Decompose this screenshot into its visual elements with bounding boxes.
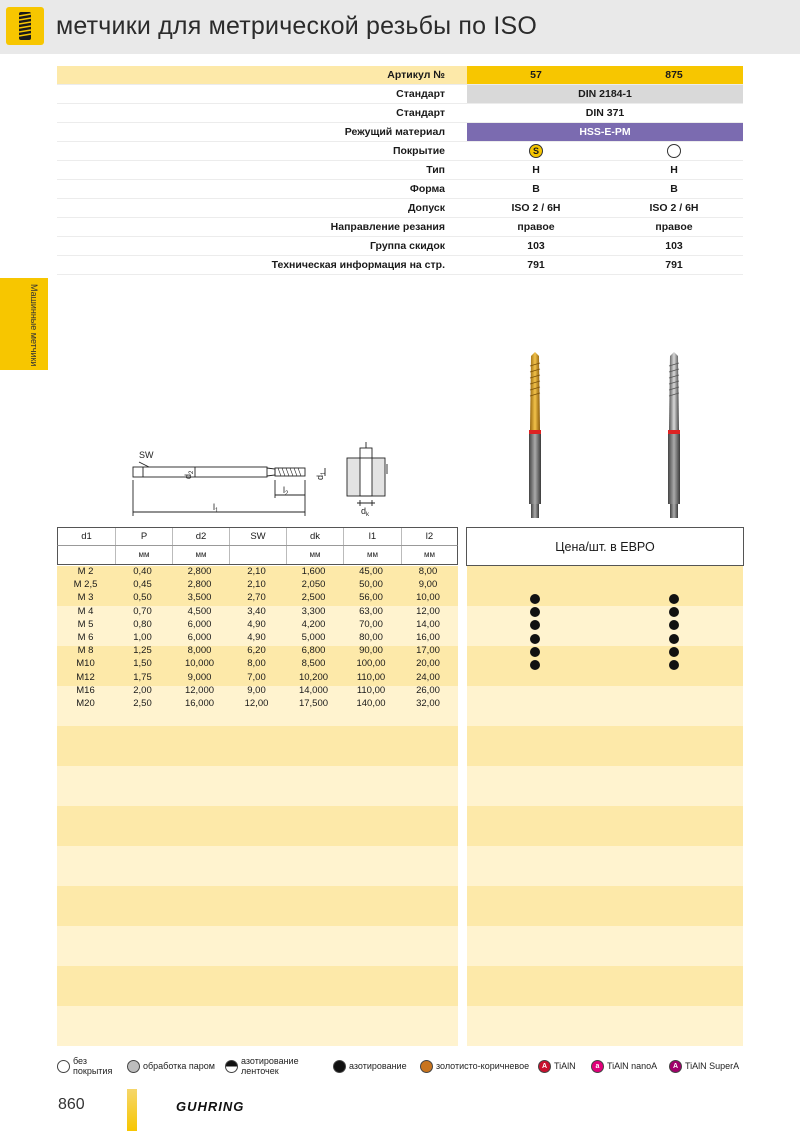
table-row	[57, 565, 458, 578]
coating-none-icon	[667, 144, 681, 158]
table-cell: 6,20	[247, 645, 266, 657]
label-d2: $d_2$	[183, 470, 195, 479]
standard2-value: DIN 371	[585, 107, 625, 119]
tialn-icon: A	[538, 1060, 551, 1073]
price-band	[467, 566, 743, 606]
table-cell: M 2,5	[73, 579, 98, 591]
table-cell: 1,75	[133, 671, 152, 683]
table-cell: M20	[76, 697, 95, 709]
table-cell: 8,000	[187, 645, 212, 657]
steam-treatment-icon	[127, 1060, 140, 1073]
band	[57, 1006, 458, 1046]
table-cell: 8,500	[301, 658, 326, 670]
table-cell: 2,70	[247, 592, 266, 604]
table-cell: 24,00	[416, 671, 440, 683]
tolerance-row	[57, 199, 743, 218]
table-cell: 56,00	[359, 592, 383, 604]
article-57: 57	[467, 66, 605, 84]
label-l1: $l_1$	[213, 502, 219, 514]
table-cell: 5,000	[301, 631, 326, 643]
side-tab-label: Машинные метчики	[29, 284, 39, 367]
band	[57, 766, 458, 806]
price-header: Цена/шт. в ЕВРО	[466, 527, 744, 566]
price-band	[467, 606, 743, 646]
label-dk: $d_k$	[361, 506, 370, 518]
table-row	[57, 697, 458, 710]
page-header	[0, 0, 800, 54]
band	[57, 726, 458, 766]
table-cell: M 3	[77, 592, 94, 604]
table-cell: 0,80	[133, 618, 152, 630]
footer-accent-bar	[127, 1089, 137, 1131]
table-cell: 2,800	[187, 579, 212, 591]
form-row	[57, 180, 743, 199]
tolerance-57: ISO 2 / 6H	[511, 202, 561, 214]
table-cell: 4,90	[247, 631, 266, 643]
table-cell: 110,00	[356, 671, 386, 683]
table-cell: 17,00	[416, 645, 440, 657]
table-cell: M10	[76, 658, 95, 670]
table-row	[57, 578, 458, 591]
table-cell: 0,45	[133, 579, 152, 591]
discount-57: 103	[527, 240, 545, 252]
table-cell: 14,000	[298, 684, 329, 696]
table-body	[57, 565, 458, 710]
table-cell: 50,00	[359, 579, 383, 591]
col-header-d1: d1	[81, 531, 92, 542]
table-cell: 110,00	[356, 684, 386, 696]
table-cell: 32,00	[416, 697, 440, 709]
col-header-l1: l1	[343, 528, 401, 545]
table-cell: 63,00	[359, 605, 383, 617]
price-band	[467, 806, 743, 846]
table-cell: 16,00	[416, 631, 440, 643]
article-875: 875	[605, 66, 743, 84]
type-875: H	[670, 164, 678, 176]
table-cell: M 5	[77, 618, 94, 630]
table-row	[57, 671, 458, 684]
unit-cell: мм	[115, 546, 172, 564]
direction-row	[57, 218, 743, 237]
techinfo-57[interactable]: 791	[527, 259, 545, 271]
legend-gold-brown: золотисто-коричневое	[420, 1054, 529, 1078]
band	[57, 966, 458, 1006]
price-band	[467, 686, 743, 726]
availability-dot	[530, 660, 540, 670]
table-cell: 10,200	[298, 671, 329, 683]
standard1-label: Стандарт	[396, 88, 445, 100]
table-cell: 0,40	[133, 566, 152, 577]
tap-product-images	[505, 352, 705, 522]
side-tab[interactable]	[0, 278, 48, 370]
band	[57, 886, 458, 926]
type-57: H	[532, 164, 540, 176]
discount-label: Группа скидок	[370, 240, 445, 252]
price-band	[467, 966, 743, 1006]
table-cell: 9,000	[187, 671, 212, 683]
legend-steam: обработка паром	[127, 1054, 215, 1078]
discount-875: 103	[665, 240, 683, 252]
direction-875: правое	[655, 221, 693, 233]
article-label: Артикул №	[387, 69, 445, 81]
availability-dot	[530, 594, 540, 604]
table-cell: 8,00	[418, 566, 438, 577]
table-cell: 100,00	[356, 658, 386, 670]
table-cell: 16,000	[184, 697, 215, 709]
legend-land-nitrided: азотирование ленточек	[225, 1054, 299, 1078]
band	[57, 846, 458, 886]
direction-57: правое	[517, 221, 555, 233]
price-band	[467, 886, 743, 926]
tap-57-image	[529, 352, 541, 518]
table-cell: 0,70	[133, 605, 152, 617]
table-cell: 8,00	[247, 658, 266, 670]
tolerance-875: ISO 2 / 6H	[649, 202, 699, 214]
standard2-row	[57, 104, 743, 123]
table-cell: 10,000	[184, 658, 215, 670]
col-header-dk: dk	[286, 528, 343, 545]
table-units-row	[57, 546, 458, 565]
tolerance-label: Допуск	[407, 202, 445, 214]
gold-brown-icon	[420, 1060, 433, 1073]
table-cell: 12,00	[416, 605, 440, 617]
uncoated-icon	[57, 1060, 70, 1073]
techinfo-label: Техническая информация на стр.	[271, 259, 445, 271]
article-row	[57, 66, 743, 85]
table-row	[57, 657, 458, 670]
dimensions-table	[57, 527, 458, 710]
material-label: Режущий материал	[344, 126, 445, 138]
table-cell: 6,800	[301, 645, 326, 657]
type-row	[57, 161, 743, 180]
form-57: B	[532, 183, 540, 195]
form-label: Форма	[409, 183, 445, 195]
table-row	[57, 618, 458, 631]
table-cell: 7,00	[247, 671, 266, 683]
discount-row	[57, 237, 743, 256]
price-band	[467, 646, 743, 686]
unit-cell: мм	[172, 546, 229, 564]
direction-label: Направление резания	[330, 221, 445, 233]
unit-cell	[58, 546, 115, 564]
table-cell: 45,00	[359, 566, 383, 577]
col-header-sw: SW	[229, 528, 286, 545]
table-cell: 70,00	[359, 618, 383, 630]
unit-cell: мм	[401, 546, 457, 564]
table-cell: 1,600	[301, 566, 326, 577]
col-header-d2: d2	[172, 528, 229, 545]
table-cell: 1,25	[133, 645, 152, 657]
availability-dot	[669, 634, 679, 644]
type-label: Тип	[426, 164, 445, 176]
page-number: 860	[58, 1096, 85, 1113]
table-cell: 2,00	[133, 684, 152, 696]
table-cell: M 6	[77, 631, 94, 643]
table-cell: 17,500	[298, 697, 329, 709]
spec-table	[57, 66, 743, 275]
table-cell: M 2	[77, 566, 94, 577]
coating-legend	[57, 1054, 743, 1078]
price-band	[467, 846, 743, 886]
table-cell: 2,500	[301, 592, 326, 604]
legend-nitrided: азотирование	[333, 1054, 407, 1078]
table-cell: 3,500	[187, 592, 212, 604]
price-band	[467, 926, 743, 966]
table-cell: 9,00	[247, 684, 266, 696]
table-cell: M12	[76, 671, 95, 683]
table-cell: 140,00	[356, 697, 386, 709]
band	[57, 926, 458, 966]
table-cell: 20,00	[416, 658, 440, 670]
standard1-value: DIN 2184-1	[467, 85, 743, 103]
brand-logo: GUHRING	[176, 1099, 245, 1114]
label-l2: $l_2$	[283, 485, 289, 497]
tialn-nanoa-icon: a	[591, 1060, 604, 1073]
table-cell: 14,00	[416, 618, 440, 630]
table-cell: 3,40	[247, 605, 266, 617]
table-row	[57, 684, 458, 697]
table-cell: 4,500	[187, 605, 212, 617]
material-value: HSS-E-PM	[467, 123, 743, 141]
standard2-label: Стандарт	[396, 107, 445, 119]
nitrided-icon	[333, 1060, 346, 1073]
price-band	[467, 726, 743, 766]
col-header-l2: l2	[401, 528, 457, 545]
table-cell: 12,000	[184, 684, 215, 696]
table-cell: 9,00	[418, 579, 438, 591]
table-cell: 26,00	[416, 684, 440, 696]
table-cell: M16	[76, 684, 95, 696]
label-d1: $d_1$	[315, 471, 327, 480]
table-cell: 6,000	[187, 618, 212, 630]
table-cell: 4,200	[301, 618, 326, 630]
table-cell: 90,00	[359, 645, 383, 657]
table-cell: 2,10	[247, 579, 266, 591]
material-row	[57, 123, 743, 142]
availability-dot	[669, 660, 679, 670]
standard1-row	[57, 85, 743, 104]
unit-cell: мм	[343, 546, 401, 564]
table-cell: 2,800	[187, 566, 212, 577]
tialn-supera-icon: A	[669, 1060, 682, 1073]
land-nitrided-icon	[225, 1060, 238, 1073]
table-cell: 6,000	[187, 631, 212, 643]
page-title: метчики для метрической резьбы по ISO	[56, 12, 538, 40]
table-cell: 80,00	[359, 631, 383, 643]
label-sw: SW	[139, 450, 154, 460]
table-cell: 3,300	[301, 605, 326, 617]
table-cell: 12,00	[244, 697, 269, 709]
table-cell: 4,90	[247, 618, 266, 630]
table-cell: 1,00	[133, 631, 152, 643]
table-cell: 1,50	[133, 658, 152, 670]
table-row	[57, 591, 458, 604]
table-cell: 10,00	[416, 592, 440, 604]
form-875: B	[670, 183, 678, 195]
table-row	[57, 631, 458, 644]
table-row	[57, 605, 458, 618]
availability-dot	[669, 647, 679, 657]
unit-cell	[229, 546, 286, 564]
legend-uncoated: без покрытия	[57, 1054, 112, 1078]
table-cell: M 8	[77, 645, 94, 657]
table-row	[57, 644, 458, 657]
table-cell: M 4	[77, 605, 94, 617]
price-band	[467, 1006, 743, 1046]
col-header-p: P	[115, 528, 172, 545]
table-cell: 2,50	[133, 697, 152, 709]
coating-label: Покрытие	[392, 145, 445, 157]
table-cell: 2,10	[247, 566, 266, 577]
legend-tialn-supera: A TiAlN SuperA	[669, 1054, 739, 1078]
availability-dot	[530, 634, 540, 644]
tap-logo-icon	[6, 7, 44, 45]
table-cell: 0,50	[133, 592, 152, 604]
tap-875-image	[668, 352, 680, 518]
band	[57, 806, 458, 846]
table-header-row	[57, 527, 458, 546]
table-cell: 2,050	[301, 579, 326, 591]
techinfo-row	[57, 256, 743, 275]
availability-dot	[669, 594, 679, 604]
tap-technical-drawing	[125, 440, 395, 520]
legend-tialn: A TiAlN	[538, 1054, 576, 1078]
legend-tialn-nanoa: a TiAlN nanoA	[591, 1054, 657, 1078]
coating-steam-icon: S	[529, 144, 543, 158]
coating-row	[57, 142, 743, 161]
unit-cell: мм	[286, 546, 343, 564]
techinfo-875[interactable]: 791	[665, 259, 683, 271]
availability-dot	[530, 647, 540, 657]
price-band	[467, 766, 743, 806]
